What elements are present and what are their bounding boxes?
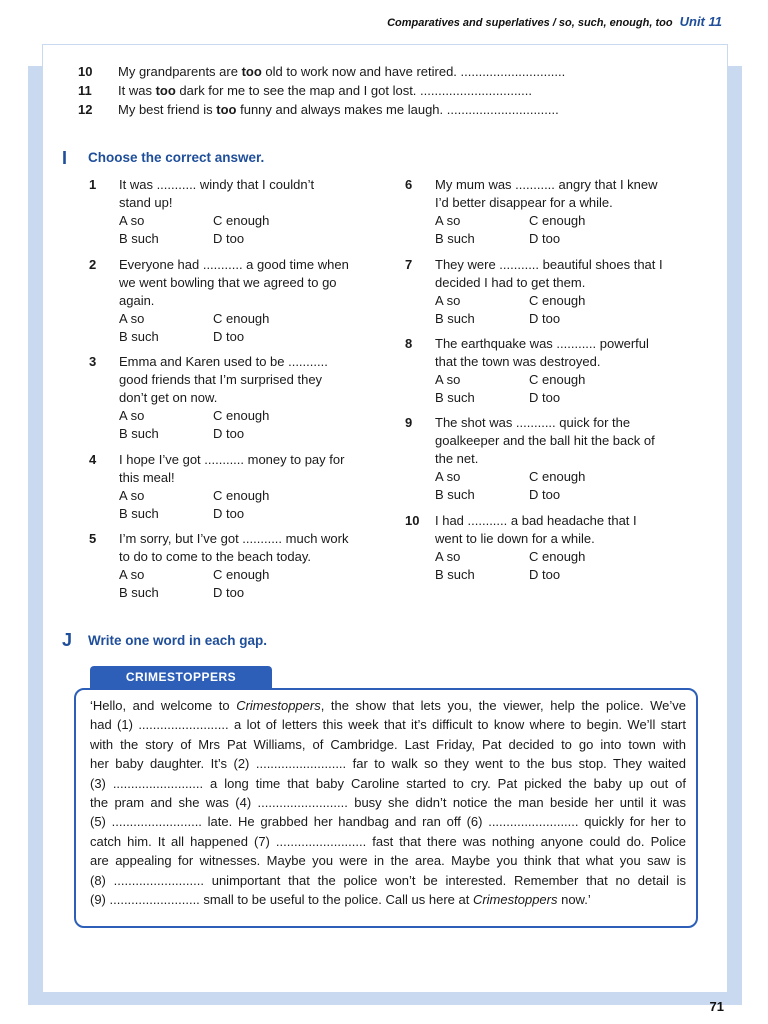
option-c[interactable]: C enough	[213, 488, 270, 503]
page-border-right	[728, 66, 742, 1002]
running-header	[387, 14, 722, 29]
question-number: 6	[405, 177, 413, 192]
passage-line: her baby daughter. It’s (2) ......................... far to walk so they went to the bus stop. They waited	[90, 756, 686, 772]
sentence-end: old to work now and have retired. .............................	[261, 64, 566, 79]
option-b[interactable]: B such	[119, 585, 159, 600]
page-border-left	[28, 66, 42, 1002]
option-a[interactable]: A so	[435, 213, 461, 228]
question-text-line: I hope I’ve got ........... money to pay for	[119, 452, 345, 467]
option-d[interactable]: D too	[529, 567, 561, 582]
option-b[interactable]: B such	[119, 329, 159, 344]
option-a[interactable]: A so	[119, 408, 145, 423]
option-c[interactable]: C enough	[213, 213, 270, 228]
sentence-end: dark for me to see the map and I got lost. ...............................	[175, 83, 533, 98]
page-border-bottom	[28, 993, 742, 1005]
keyword: too	[216, 102, 237, 117]
question-text-line: went to lie down for a while.	[435, 531, 595, 546]
section-i-marker: I	[62, 148, 68, 168]
option-d[interactable]: D too	[529, 231, 561, 246]
option-a[interactable]: A so	[119, 567, 145, 582]
crimestoppers-passage	[90, 696, 686, 909]
option-b[interactable]: B such	[435, 487, 475, 502]
section-i-title: Choose the correct answer.	[88, 150, 265, 165]
passage-line: ‘Hello, and welcome to Crimestoppers, the show that lets you, the viewer, help the police. We’ve	[90, 698, 687, 713]
question-text-line: we went bowling that we agreed to go	[119, 275, 337, 290]
passage-line: (5) ......................... late. He grabbed her handbag and ran off (6) ......................... quickly for her to	[90, 814, 686, 830]
passage-line: the pram and she was (4) ......................... busy she didn’t notice the man beside her until it was	[90, 795, 686, 811]
option-d[interactable]: D too	[529, 487, 561, 502]
question-number: 8	[405, 336, 413, 351]
question-text-line: the net.	[435, 451, 479, 466]
question-text-line: again.	[119, 293, 155, 308]
option-d[interactable]: D too	[529, 390, 561, 405]
question-number: 1	[89, 177, 97, 192]
question-text-line: I’d better disappear for a while.	[435, 195, 613, 210]
question-number: 4	[89, 452, 97, 467]
question-text-line: don’t get on now.	[119, 390, 218, 405]
question-text-line: My mum was ........... angry that I knew	[435, 177, 658, 192]
item-sentence	[118, 64, 565, 79]
option-d[interactable]: D too	[213, 329, 245, 344]
sentence-start: It was	[118, 83, 156, 98]
option-a[interactable]: A so	[435, 293, 461, 308]
question-number: 3	[89, 354, 97, 369]
section-j-title: Write one word in each gap.	[88, 633, 268, 648]
option-c[interactable]: C enough	[529, 293, 586, 308]
option-a[interactable]: A so	[435, 372, 461, 387]
question-text-line: decided I had to get them.	[435, 275, 586, 290]
item-number: 11	[78, 83, 92, 98]
question-text-line: that the town was destroyed.	[435, 354, 601, 369]
question-text-line: to do to come to the beach today.	[119, 549, 311, 564]
option-c[interactable]: C enough	[529, 549, 586, 564]
sentence-start: My grandparents are	[118, 64, 242, 79]
option-c[interactable]: C enough	[529, 372, 586, 387]
option-a[interactable]: A so	[119, 488, 145, 503]
option-d[interactable]: D too	[213, 585, 245, 600]
page-number: 71	[709, 999, 724, 1014]
question-text-line: Emma and Karen used to be ...........	[119, 354, 328, 369]
question-number: 5	[89, 531, 97, 546]
option-a[interactable]: A so	[435, 549, 461, 564]
option-b[interactable]: B such	[119, 231, 159, 246]
passage-line: are appealing for witnesses. Maybe you were in the area. Maybe you think that what you saw is	[90, 853, 686, 869]
option-c[interactable]: C enough	[529, 213, 586, 228]
question-number: 10	[405, 513, 420, 528]
passage-line: (8) ......................... unimportant that the police won’t be interested. Remember that no detail is	[90, 872, 686, 888]
option-a[interactable]: A so	[119, 213, 145, 228]
crimestoppers-tab: CRIMESTOPPERS	[90, 666, 272, 688]
question-text-line: It was ........... windy that I couldn’t	[119, 177, 315, 192]
option-d[interactable]: D too	[213, 231, 245, 246]
question-text-line: The shot was ........... quick for the	[435, 415, 631, 430]
question-text-line: this meal!	[119, 470, 175, 485]
option-d[interactable]: D too	[213, 426, 245, 441]
question-text-line: The earthquake was ........... powerful	[435, 336, 649, 351]
option-a[interactable]: A so	[435, 469, 461, 484]
option-b[interactable]: B such	[435, 567, 475, 582]
keyword: too	[155, 83, 176, 98]
item-number: 12	[78, 102, 93, 117]
question-number: 9	[405, 415, 413, 430]
item-number: 10	[78, 64, 93, 79]
question-text-line: I had ........... a bad headache that I	[435, 513, 637, 528]
question-text-line: good friends that I’m surprised they	[119, 372, 323, 387]
question-text-line: stand up!	[119, 195, 173, 210]
option-d[interactable]: D too	[529, 311, 561, 326]
option-c[interactable]: C enough	[529, 469, 586, 484]
option-c[interactable]: C enough	[213, 311, 270, 326]
keyword: too	[241, 64, 262, 79]
passage-line: (9) ......................... small to be useful to the police. Call us here at Crimestoppers now.’	[90, 892, 591, 908]
question-text-line: I’m sorry, but I’ve got ........... much work	[119, 531, 349, 546]
header-text: Comparatives and superlatives / so, such, enough, too	[387, 17, 673, 29]
question-number: 2	[89, 257, 97, 272]
passage-line: (3) ......................... a long time that baby Caroline started to cry. Pat picked the baby up out of	[90, 775, 686, 791]
question-text-line: Everyone had ........... a good time when	[119, 257, 349, 272]
section-j-marker: J	[62, 630, 73, 650]
passage-line: had (1) ......................... a lot of letters this week that it’s difficult to know where to begin. We’ll start	[90, 717, 686, 733]
question-text-line: goalkeeper and the ball hit the back of	[435, 433, 655, 448]
item-sentence	[118, 102, 559, 117]
question-text-line: They were ........... beautiful shoes that I	[435, 257, 663, 272]
option-b[interactable]: B such	[119, 426, 159, 441]
passage-line: catch him. It all happened (7) ......................... fast that there was nothing anyone could do. Police	[90, 833, 686, 849]
option-b[interactable]: B such	[435, 311, 475, 326]
option-c[interactable]: C enough	[213, 567, 270, 582]
option-b[interactable]: B such	[435, 390, 475, 405]
sentence-end: funny and always makes me laugh. ...............................	[236, 102, 559, 117]
option-d[interactable]: D too	[213, 506, 245, 521]
unit-label: Unit 11	[679, 14, 722, 29]
question-number: 7	[405, 257, 413, 272]
option-c[interactable]: C enough	[213, 408, 270, 423]
passage-line: with the story of Mrs Pat Williams, of Cambridge. Last Friday, Pat decided to go into town with	[90, 736, 686, 752]
sentence-start: My best friend is	[118, 102, 217, 117]
item-sentence	[118, 83, 532, 98]
option-a[interactable]: A so	[119, 311, 145, 326]
option-b[interactable]: B such	[435, 231, 475, 246]
option-b[interactable]: B such	[119, 506, 159, 521]
